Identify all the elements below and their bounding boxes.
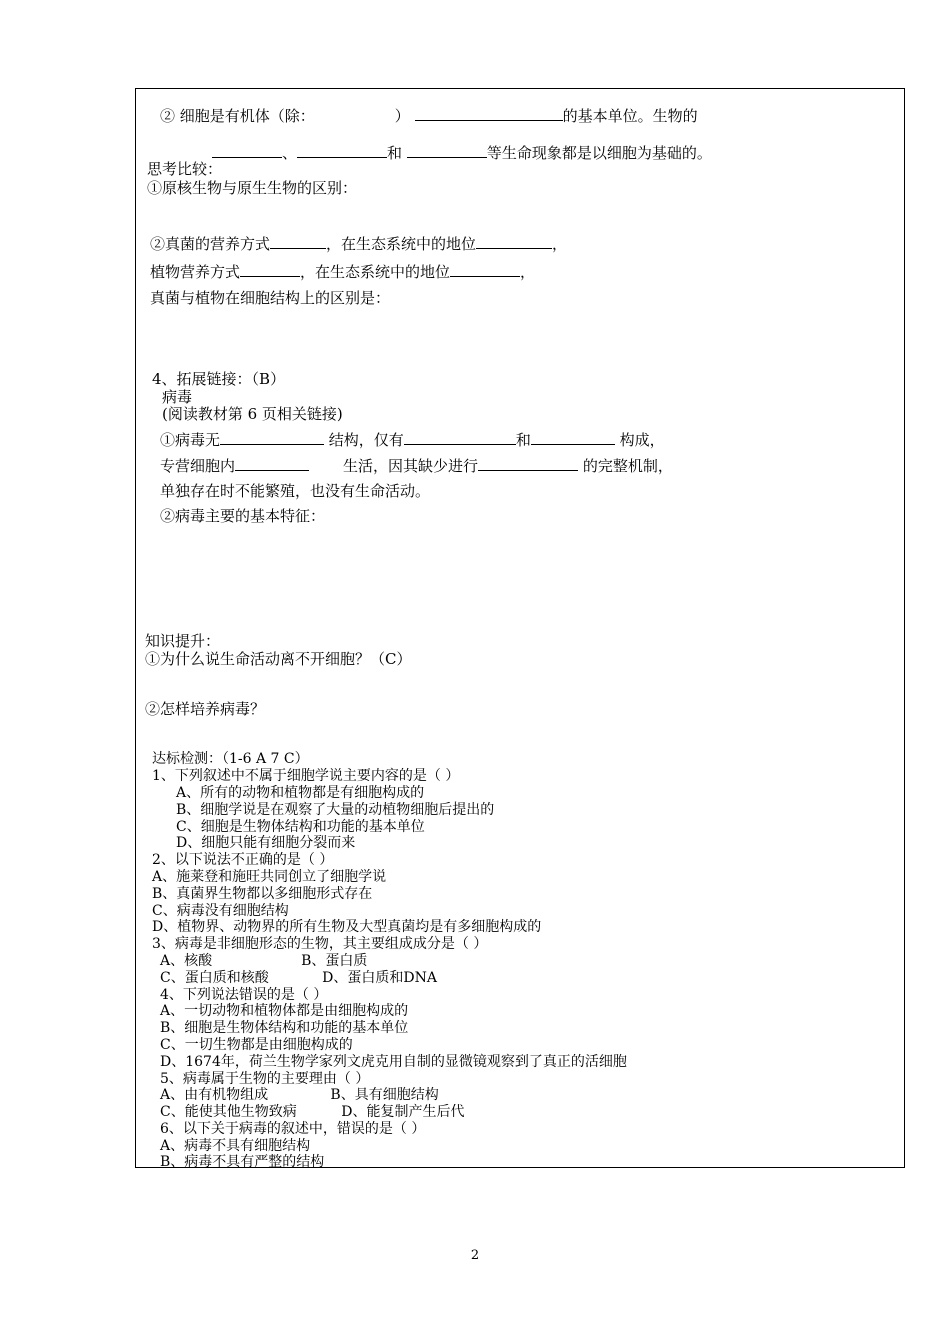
test-line: D、1674年，荷兰生物学家列文虎克用自制的显微镜观察到了真正的活细胞 <box>160 1054 627 1070</box>
knowledge-title: 知识提升： <box>145 632 221 650</box>
test-line: A、一切动物和植物体都是由细胞构成的 <box>160 1003 409 1019</box>
blank[interactable] <box>297 143 387 158</box>
page-number: 2 <box>470 1248 480 1263</box>
test-line: 1、下列叙述中不属于细胞学说主要内容的是（ ） <box>152 768 460 784</box>
test-line: C、一切生物都是由细胞构成的 <box>160 1037 353 1053</box>
blank[interactable] <box>404 430 516 445</box>
test-line: D、植物界、动物界的所有生物及大型真菌均是有多细胞构成的 <box>152 919 542 935</box>
blank[interactable] <box>235 456 309 471</box>
test-line: C、蛋白质和核酸 D、蛋白质和DNA <box>160 970 437 986</box>
test-line: B、真菌界生物都以多细胞形式存在 <box>152 886 373 902</box>
test-line: 4、下列说法错误的是（ ） <box>160 987 328 1003</box>
blank[interactable] <box>270 234 326 249</box>
blank[interactable] <box>415 106 563 121</box>
test-line: 2、以下说法不正确的是（ ） <box>152 852 334 868</box>
blank[interactable] <box>240 262 300 277</box>
blank[interactable] <box>476 234 552 249</box>
test-line: 5、病毒属于生物的主要理由（ ） <box>160 1071 370 1087</box>
virus-line-2: 专营细胞内 生活，因其缺少进行 的完整机制， <box>160 457 673 475</box>
extension-subtitle: 病毒 <box>162 388 193 406</box>
knowledge-q2: ②怎样培养病毒？ <box>145 700 266 718</box>
blank[interactable] <box>531 430 615 445</box>
test-line: C、细胞是生物体结构和功能的基本单位 <box>176 819 425 835</box>
test-line: B、细胞学说是在观察了大量的动植物细胞后提出的 <box>176 802 495 818</box>
test-line: 6、以下关于病毒的叙述中，错误的是（ ） <box>160 1121 426 1137</box>
test-line: C、能使其他生物致病 D、能复制产生后代 <box>160 1104 465 1120</box>
virus-line-3: 单独存在时不能繁殖，也没有生命活动。 <box>160 482 431 500</box>
extension-note: (阅读教材第 6 页相关链接) <box>162 405 343 423</box>
compare-q4: 真菌与植物在细胞结构上的区别是： <box>150 289 391 307</box>
virus-line-1: ①病毒无 结构，仅有 和 构成， <box>160 431 665 449</box>
blank[interactable] <box>212 143 282 158</box>
cell-definition-line-1: ② 细胞是有机体（除： ） 的基本单位。生物的 <box>160 107 698 125</box>
test-line: C、病毒没有细胞结构 <box>152 903 289 919</box>
compare-q3: 植物营养方式 ，在生态系统中的地位 ， <box>150 263 536 281</box>
blank[interactable] <box>407 143 487 158</box>
compare-title: 思考比较： <box>147 160 223 178</box>
test-line: B、病毒不具有严整的结构 <box>160 1154 325 1170</box>
compare-q1: ①原核生物与原生生物的区别： <box>147 179 358 197</box>
test-line: D、细胞只能有细胞分裂而来 <box>176 835 356 851</box>
knowledge-q1: ①为什么说生命活动离不开细胞？（C） <box>145 650 412 668</box>
compare-q2: ②真菌的营养方式 ，在生态系统中的地位 ， <box>150 235 568 253</box>
test-line: A、所有的动物和植物都是有细胞构成的 <box>176 785 425 801</box>
test-line: A、病毒不具有细胞结构 <box>160 1138 311 1154</box>
virus-line-4: ②病毒主要的基本特征： <box>160 507 326 525</box>
extension-title: 4、拓展链接：（B） <box>152 370 286 388</box>
test-line: A、由有机物组成 B、具有细胞结构 <box>160 1087 439 1103</box>
test-line: A、核酸 B、蛋白质 <box>160 953 368 969</box>
blank[interactable] <box>220 430 324 445</box>
blank[interactable] <box>450 262 520 277</box>
test-line: B、细胞是生物体结构和功能的基本单位 <box>160 1020 409 1036</box>
test-line: A、施莱登和施旺共同创立了细胞学说 <box>152 869 387 885</box>
test-line: 3、病毒是非细胞形态的生物，其主要组成成分是（ ） <box>152 936 488 952</box>
blank[interactable] <box>478 456 578 471</box>
test-title: 达标检测：（1-6 A 7 C） <box>152 751 309 767</box>
cell-definition-line-2: 、 和 等生命现象都是以细胞为基础的。 <box>212 143 712 162</box>
